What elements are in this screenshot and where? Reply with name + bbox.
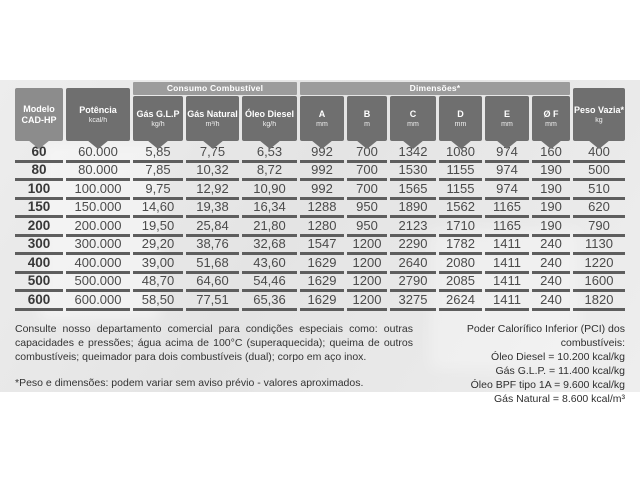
pci-line-bpf: Óleo BPF tipo 1A = 9.600 kcal/kg: [470, 378, 625, 391]
value-cell: 150.000: [66, 200, 130, 219]
dim-e-unit: mm: [501, 120, 513, 128]
column-header-dim-e: [485, 96, 529, 141]
dim-d-label: D: [457, 108, 464, 119]
value-cell: 80.000: [66, 163, 130, 182]
value-cell: 1411: [485, 237, 529, 256]
dim-d-unit: mm: [454, 120, 467, 128]
value-cell: 1629: [300, 292, 344, 311]
value-cell: 1411: [485, 255, 529, 274]
value-cell: 1547: [300, 237, 344, 256]
lpg-label: Gás G.L.P: [136, 108, 180, 119]
footer: [15, 323, 625, 407]
value-cell: 1288: [300, 200, 344, 219]
commercial-note: [15, 323, 413, 407]
dim-f-label: Ø F: [543, 108, 559, 119]
power-header-unit: kcal/h: [88, 116, 108, 124]
value-cell: 10,90: [242, 181, 297, 200]
value-cell: 51,68: [186, 255, 239, 274]
value-cell: 992: [300, 181, 344, 200]
value-cell: 1890: [390, 200, 436, 219]
pci-title: Poder Calorífico Inferior (PCI) dos combustíveis:: [466, 323, 625, 349]
value-cell: 1280: [300, 218, 344, 237]
value-cell: 1629: [300, 274, 344, 293]
value-cell: 1200: [347, 237, 387, 256]
pci-line-natural: Gás Natural = 8.600 kcal/m³: [493, 392, 625, 405]
value-cell: 1130: [573, 237, 625, 256]
value-cell: 1200: [347, 274, 387, 293]
value-cell: 19,38: [186, 200, 239, 219]
value-cell: 100.000: [66, 181, 130, 200]
value-cell: 1165: [485, 200, 529, 219]
model-cell: 100: [15, 181, 63, 200]
column-header-power: [66, 88, 130, 141]
column-header-empty-weight: [573, 88, 625, 141]
value-cell: 1220: [573, 255, 625, 274]
value-cell: 190: [532, 163, 570, 182]
value-cell: 160: [532, 144, 570, 163]
value-cell: 43,60: [242, 255, 297, 274]
value-cell: 16,34: [242, 200, 297, 219]
value-cell: 10,32: [186, 163, 239, 182]
value-cell: 510: [573, 181, 625, 200]
weight-header-title: Peso Vazia*: [573, 104, 625, 115]
natural-gas-label: Gás Natural: [187, 108, 238, 119]
weight-dimensions-footnote: *Peso e dimensões: podem variar sem aviso prévio - valores aproximados.: [15, 376, 364, 389]
value-cell: 240: [532, 274, 570, 293]
column-header-dim-a: [300, 96, 344, 141]
value-cell: 500.000: [66, 274, 130, 293]
value-cell: 1562: [439, 200, 482, 219]
value-cell: 1782: [439, 237, 482, 256]
model-cell: 600: [15, 292, 63, 311]
value-cell: 2624: [439, 292, 482, 311]
model-header-subtitle: CAD-HP: [21, 114, 57, 125]
value-cell: 240: [532, 292, 570, 311]
spec-table: [15, 82, 625, 311]
dim-b-label: B: [363, 108, 371, 119]
value-cell: 3275: [390, 292, 436, 311]
diesel-label: Óleo Diesel: [244, 108, 295, 119]
value-cell: 2080: [439, 255, 482, 274]
table-header: [15, 82, 625, 141]
value-cell: 700: [347, 163, 387, 182]
diesel-unit: kg/h: [262, 120, 277, 128]
value-cell: 1155: [439, 181, 482, 200]
value-cell: 1629: [300, 255, 344, 274]
column-header-dim-b: [347, 96, 387, 141]
value-cell: 8,72: [242, 163, 297, 182]
value-cell: 38,76: [186, 237, 239, 256]
value-cell: 400.000: [66, 255, 130, 274]
pci-line-glp: Gás G.L.P. = 11.400 kcal/kg: [495, 364, 625, 377]
value-cell: 1600: [573, 274, 625, 293]
value-cell: 240: [532, 255, 570, 274]
dim-a-unit: mm: [316, 120, 328, 128]
value-cell: 200.000: [66, 218, 130, 237]
dim-f-unit: mm: [545, 120, 557, 128]
value-cell: 5,85: [133, 144, 183, 163]
value-cell: 1710: [439, 218, 482, 237]
value-cell: 65,36: [242, 292, 297, 311]
value-cell: 48,70: [133, 274, 183, 293]
value-cell: 1820: [573, 292, 625, 311]
value-cell: 7,85: [133, 163, 183, 182]
lpg-unit: kg/h: [151, 120, 165, 128]
value-cell: 7,75: [186, 144, 239, 163]
weight-header-unit: kg: [595, 116, 603, 124]
power-header-title: Potência: [79, 104, 117, 115]
value-cell: 992: [300, 144, 344, 163]
model-cell: 500: [15, 274, 63, 293]
commercial-note-text: Consulte nosso departamento comercial para condições especiais como: outras capacidades e pressões; água acima de 100°C (superaquecida); queima de outros combustíveis; queimador para dois combustíveis (dual); corpo em aço inox.: [15, 323, 413, 363]
value-cell: 700: [347, 144, 387, 163]
value-cell: 974: [485, 181, 529, 200]
model-cell: 150: [15, 200, 63, 219]
pci-info: [423, 323, 625, 407]
value-cell: 240: [532, 237, 570, 256]
value-cell: 9,75: [133, 181, 183, 200]
value-cell: 190: [532, 218, 570, 237]
model-header-title: Modelo: [23, 103, 55, 114]
value-cell: 6,53: [242, 144, 297, 163]
value-cell: 2640: [390, 255, 436, 274]
value-cell: 620: [573, 200, 625, 219]
column-header-model: [15, 88, 63, 141]
value-cell: 400: [573, 144, 625, 163]
group-header-dimensions: Dimensões*: [300, 82, 570, 95]
value-cell: 1200: [347, 255, 387, 274]
group-header-fuel-consumption: Consumo Combustível: [133, 82, 297, 95]
value-cell: 1565: [390, 181, 436, 200]
value-cell: 1080: [439, 144, 482, 163]
value-cell: 790: [573, 218, 625, 237]
value-cell: 64,60: [186, 274, 239, 293]
value-cell: 32,68: [242, 237, 297, 256]
value-cell: 1155: [439, 163, 482, 182]
dim-b-unit: m: [364, 120, 370, 128]
value-cell: 2123: [390, 218, 436, 237]
model-cell: 400: [15, 255, 63, 274]
dim-c-label: C: [409, 108, 417, 119]
natural-gas-unit: m³/h: [205, 120, 220, 128]
column-header-dim-c: [390, 96, 436, 141]
model-cell: 60: [15, 144, 63, 163]
model-cell: 300: [15, 237, 63, 256]
value-cell: 2085: [439, 274, 482, 293]
value-cell: 600.000: [66, 292, 130, 311]
value-cell: 29,20: [133, 237, 183, 256]
value-cell: 2290: [390, 237, 436, 256]
value-cell: 21,80: [242, 218, 297, 237]
value-cell: 1411: [485, 292, 529, 311]
value-cell: 25,84: [186, 218, 239, 237]
dim-e-label: E: [503, 108, 510, 119]
value-cell: 950: [347, 218, 387, 237]
pci-line-diesel: Óleo Diesel = 10.200 kcal/kg: [491, 350, 625, 363]
value-cell: 1342: [390, 144, 436, 163]
value-cell: 1411: [485, 274, 529, 293]
dim-c-unit: mm: [407, 120, 419, 128]
model-cell: 200: [15, 218, 63, 237]
value-cell: 1200: [347, 292, 387, 311]
value-cell: 1530: [390, 163, 436, 182]
value-cell: 60.000: [66, 144, 130, 163]
column-header-dim-f: [532, 96, 570, 141]
value-cell: 12,92: [186, 181, 239, 200]
value-cell: 190: [532, 181, 570, 200]
column-header-natural-gas: [186, 96, 239, 141]
value-cell: 77,51: [186, 292, 239, 311]
column-header-dim-d: [439, 96, 482, 141]
value-cell: 974: [485, 163, 529, 182]
model-cell: 80: [15, 163, 63, 182]
column-header-lpg: [133, 96, 183, 141]
value-cell: 14,60: [133, 200, 183, 219]
value-cell: 190: [532, 200, 570, 219]
value-cell: 300.000: [66, 237, 130, 256]
value-cell: 1165: [485, 218, 529, 237]
value-cell: 500: [573, 163, 625, 182]
value-cell: 19,50: [133, 218, 183, 237]
content-band: [0, 80, 640, 405]
value-cell: 950: [347, 200, 387, 219]
value-cell: 2790: [390, 274, 436, 293]
value-cell: 58,50: [133, 292, 183, 311]
table-body: [15, 144, 625, 311]
dim-a-label: A: [318, 108, 326, 119]
value-cell: 54,46: [242, 274, 297, 293]
value-cell: 974: [485, 144, 529, 163]
value-cell: 992: [300, 163, 344, 182]
value-cell: 700: [347, 181, 387, 200]
value-cell: 39,00: [133, 255, 183, 274]
column-header-diesel: [242, 96, 297, 141]
